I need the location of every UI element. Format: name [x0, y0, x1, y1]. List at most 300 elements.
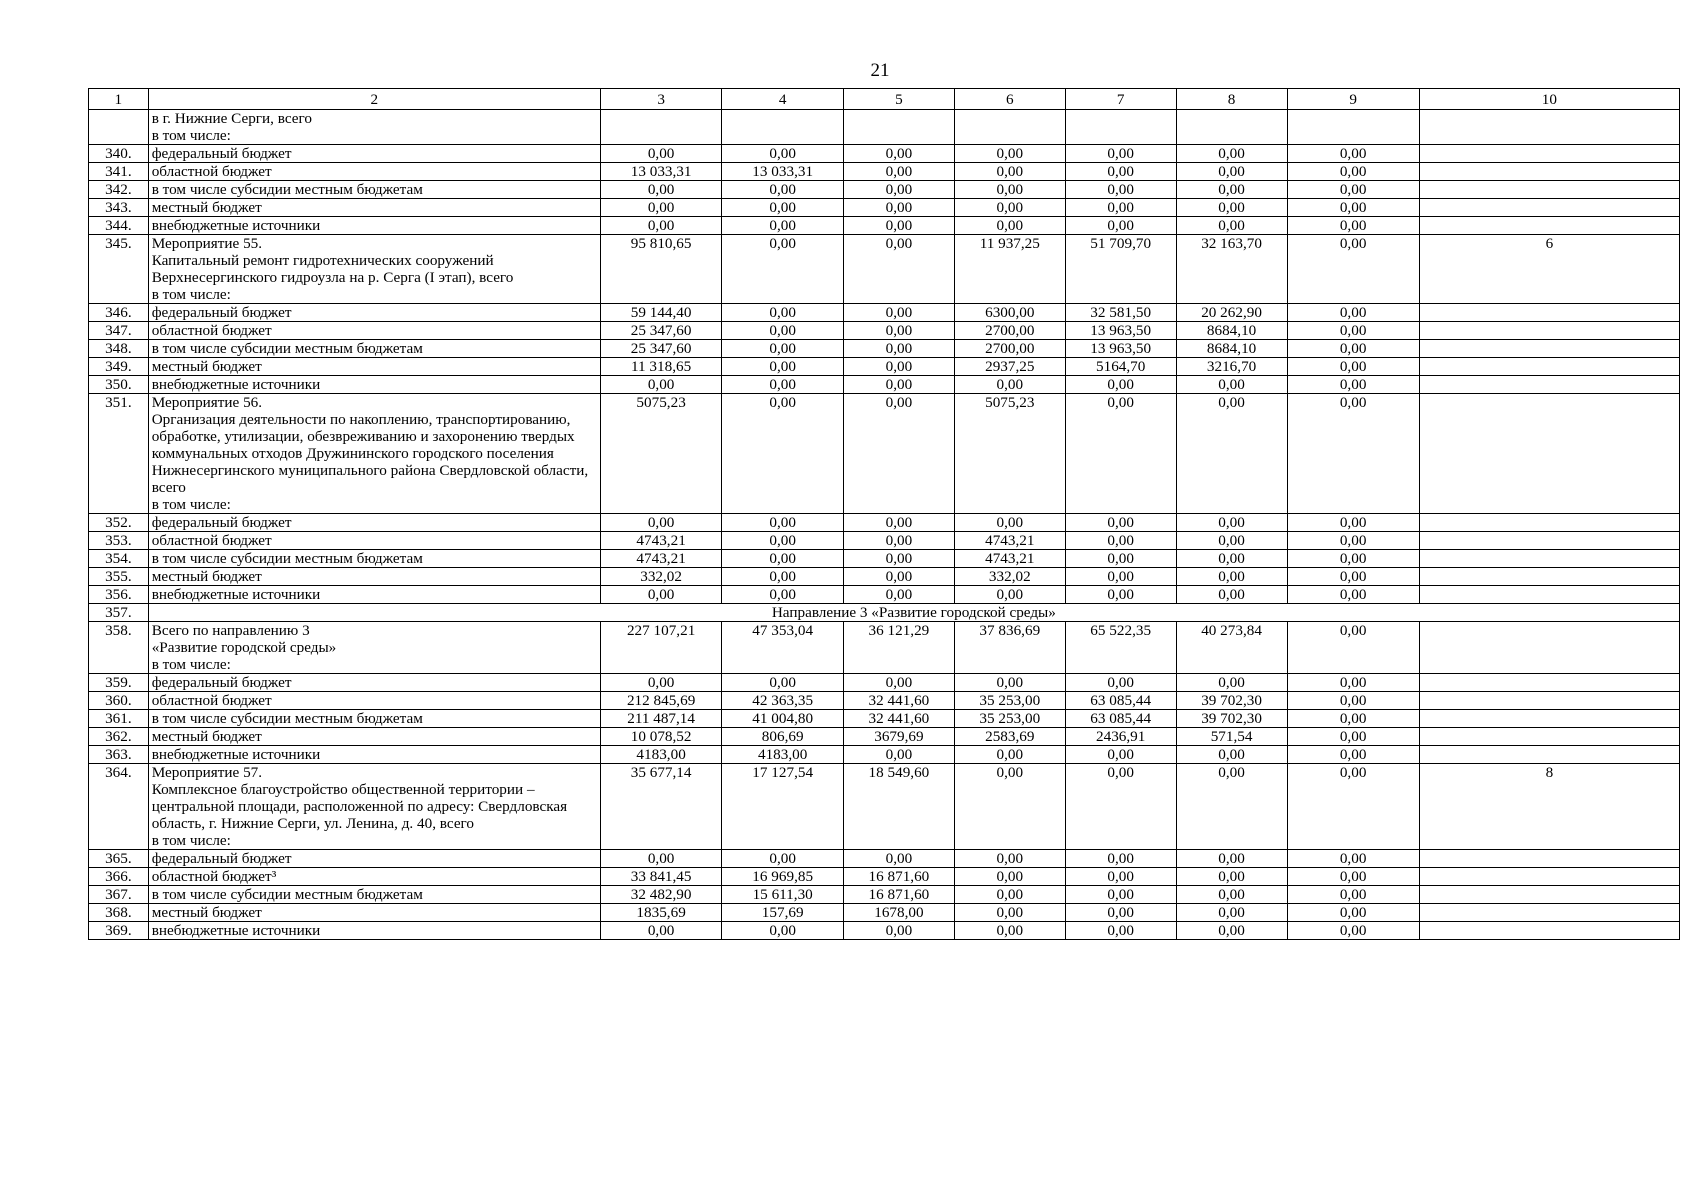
value-cell: 0,00	[722, 322, 844, 340]
value-cell: 0,00	[600, 217, 722, 235]
value-cell: 4743,21	[600, 550, 722, 568]
value-cell: 15 611,30	[722, 886, 844, 904]
value-cell: 0,00	[1176, 550, 1287, 568]
value-cell: 0,00	[843, 304, 954, 322]
value-cell: 0,00	[1287, 235, 1419, 304]
value-cell: 33 841,45	[600, 868, 722, 886]
note-cell	[1419, 199, 1679, 217]
value-cell: 25 347,60	[600, 322, 722, 340]
row-number: 344.	[89, 217, 149, 235]
value-cell: 0,00	[954, 922, 1065, 940]
value-cell: 8684,10	[1176, 322, 1287, 340]
row-number: 347.	[89, 322, 149, 340]
row-name: в том числе субсидии местным бюджетам	[148, 710, 600, 728]
value-cell: 0,00	[722, 532, 844, 550]
row-name: областной бюджет	[148, 163, 600, 181]
value-cell: 0,00	[722, 568, 844, 586]
value-cell: 0,00	[722, 376, 844, 394]
value-cell: 32 581,50	[1065, 304, 1176, 322]
value-cell: 39 702,30	[1176, 710, 1287, 728]
value-cell: 2436,91	[1065, 728, 1176, 746]
value-cell: 0,00	[1287, 622, 1419, 674]
row-name: в том числе субсидии местным бюджетам	[148, 181, 600, 199]
value-cell: 0,00	[1065, 850, 1176, 868]
value-cell: 0,00	[1176, 868, 1287, 886]
value-cell: 63 085,44	[1065, 692, 1176, 710]
value-cell: 0,00	[1065, 199, 1176, 217]
value-cell: 0,00	[1065, 568, 1176, 586]
row-number: 350.	[89, 376, 149, 394]
row-name: внебюджетные источники	[148, 746, 600, 764]
value-cell	[722, 110, 844, 145]
row-name: внебюджетные источники	[148, 376, 600, 394]
row-number: 353.	[89, 532, 149, 550]
row-number: 365.	[89, 850, 149, 868]
value-cell: 0,00	[600, 850, 722, 868]
value-cell: 0,00	[1287, 746, 1419, 764]
row-name: внебюджетные источники	[148, 217, 600, 235]
value-cell: 0,00	[1287, 358, 1419, 376]
value-cell: 0,00	[954, 145, 1065, 163]
value-cell: 35 253,00	[954, 710, 1065, 728]
value-cell: 571,54	[1176, 728, 1287, 746]
value-cell: 16 969,85	[722, 868, 844, 886]
note-cell	[1419, 181, 1679, 199]
value-cell: 25 347,60	[600, 340, 722, 358]
table-row	[89, 674, 1680, 692]
note-cell	[1419, 322, 1679, 340]
value-cell: 0,00	[1287, 514, 1419, 532]
value-cell: 0,00	[954, 850, 1065, 868]
value-cell: 36 121,29	[843, 622, 954, 674]
table-row	[89, 376, 1680, 394]
row-name: федеральный бюджет	[148, 674, 600, 692]
value-cell: 0,00	[1287, 692, 1419, 710]
column-header: 4	[722, 89, 844, 110]
value-cell: 5075,23	[600, 394, 722, 514]
note-cell	[1419, 710, 1679, 728]
value-cell: 10 078,52	[600, 728, 722, 746]
direction-title: Направление 3 «Развитие городской среды»	[148, 604, 1679, 622]
table-row	[89, 710, 1680, 728]
value-cell: 17 127,54	[722, 764, 844, 850]
value-cell: 0,00	[843, 217, 954, 235]
value-cell: 0,00	[954, 181, 1065, 199]
value-cell: 4743,21	[954, 550, 1065, 568]
note-cell	[1419, 850, 1679, 868]
value-cell: 0,00	[1065, 922, 1176, 940]
value-cell	[1176, 110, 1287, 145]
row-number: 369.	[89, 922, 149, 940]
value-cell: 0,00	[1287, 304, 1419, 322]
value-cell: 0,00	[1065, 586, 1176, 604]
row-name: Всего по направлению 3 «Развитие городской среды» в том числе:	[148, 622, 600, 674]
value-cell: 332,02	[600, 568, 722, 586]
row-number: 357.	[89, 604, 149, 622]
value-cell: 0,00	[1065, 163, 1176, 181]
value-cell: 0,00	[722, 674, 844, 692]
row-name: местный бюджет	[148, 904, 600, 922]
value-cell: 0,00	[954, 868, 1065, 886]
row-name: местный бюджет	[148, 568, 600, 586]
value-cell: 0,00	[1065, 868, 1176, 886]
value-cell: 0,00	[843, 394, 954, 514]
row-name: в том числе субсидии местным бюджетам	[148, 340, 600, 358]
column-header: 1	[89, 89, 149, 110]
value-cell: 0,00	[722, 235, 844, 304]
value-cell: 0,00	[600, 514, 722, 532]
value-cell: 0,00	[722, 340, 844, 358]
value-cell: 0,00	[1176, 514, 1287, 532]
row-name: областной бюджет	[148, 322, 600, 340]
table-row	[89, 235, 1680, 304]
value-cell: 0,00	[600, 922, 722, 940]
value-cell: 0,00	[1287, 163, 1419, 181]
row-number: 341.	[89, 163, 149, 181]
value-cell: 0,00	[1287, 217, 1419, 235]
value-cell: 0,00	[1287, 199, 1419, 217]
value-cell: 39 702,30	[1176, 692, 1287, 710]
value-cell: 227 107,21	[600, 622, 722, 674]
table-row	[89, 886, 1680, 904]
note-cell	[1419, 904, 1679, 922]
value-cell: 1835,69	[600, 904, 722, 922]
value-cell: 95 810,65	[600, 235, 722, 304]
value-cell: 0,00	[843, 514, 954, 532]
value-cell: 0,00	[1287, 904, 1419, 922]
row-number: 368.	[89, 904, 149, 922]
value-cell: 212 845,69	[600, 692, 722, 710]
row-name: областной бюджет³	[148, 868, 600, 886]
value-cell: 2700,00	[954, 340, 1065, 358]
table-row	[89, 746, 1680, 764]
note-cell	[1419, 886, 1679, 904]
row-name: федеральный бюджет	[148, 514, 600, 532]
table-row	[89, 868, 1680, 886]
row-name: местный бюджет	[148, 728, 600, 746]
value-cell	[843, 110, 954, 145]
row-number: 346.	[89, 304, 149, 322]
value-cell: 2583,69	[954, 728, 1065, 746]
value-cell: 0,00	[1176, 886, 1287, 904]
value-cell: 0,00	[843, 376, 954, 394]
value-cell: 332,02	[954, 568, 1065, 586]
value-cell: 0,00	[1287, 532, 1419, 550]
value-cell: 0,00	[1287, 886, 1419, 904]
value-cell: 0,00	[843, 532, 954, 550]
value-cell: 32 163,70	[1176, 235, 1287, 304]
value-cell: 32 482,90	[600, 886, 722, 904]
row-number: 355.	[89, 568, 149, 586]
value-cell: 0,00	[600, 199, 722, 217]
row-number: 351.	[89, 394, 149, 514]
value-cell: 0,00	[843, 145, 954, 163]
value-cell: 0,00	[1065, 886, 1176, 904]
column-header: 2	[148, 89, 600, 110]
page-number: 21	[870, 60, 890, 81]
row-name: областной бюджет	[148, 532, 600, 550]
row-number: 352.	[89, 514, 149, 532]
header-row	[89, 89, 1680, 110]
value-cell: 0,00	[1176, 904, 1287, 922]
note-cell	[1419, 514, 1679, 532]
row-name: федеральный бюджет	[148, 850, 600, 868]
column-header: 3	[600, 89, 722, 110]
table-row	[89, 304, 1680, 322]
note-cell	[1419, 532, 1679, 550]
value-cell: 0,00	[843, 181, 954, 199]
value-cell: 0,00	[843, 922, 954, 940]
value-cell: 13 963,50	[1065, 322, 1176, 340]
row-number: 363.	[89, 746, 149, 764]
value-cell: 0,00	[954, 217, 1065, 235]
value-cell: 0,00	[722, 304, 844, 322]
value-cell: 211 487,14	[600, 710, 722, 728]
value-cell: 0,00	[1176, 145, 1287, 163]
value-cell: 0,00	[1176, 532, 1287, 550]
row-name: федеральный бюджет	[148, 304, 600, 322]
value-cell: 0,00	[1065, 376, 1176, 394]
note-cell: 8	[1419, 764, 1679, 850]
row-number: 342.	[89, 181, 149, 199]
value-cell: 16 871,60	[843, 868, 954, 886]
value-cell: 13 033,31	[722, 163, 844, 181]
value-cell: 0,00	[1065, 394, 1176, 514]
value-cell: 0,00	[722, 550, 844, 568]
value-cell: 41 004,80	[722, 710, 844, 728]
row-number: 349.	[89, 358, 149, 376]
value-cell: 0,00	[1287, 674, 1419, 692]
row-name: местный бюджет	[148, 199, 600, 217]
table-row	[89, 199, 1680, 217]
value-cell: 0,00	[722, 217, 844, 235]
row-number: 348.	[89, 340, 149, 358]
value-cell: 3216,70	[1176, 358, 1287, 376]
value-cell: 20 262,90	[1176, 304, 1287, 322]
row-name: областной бюджет	[148, 692, 600, 710]
value-cell: 0,00	[1065, 746, 1176, 764]
value-cell: 0,00	[843, 358, 954, 376]
value-cell: 0,00	[1065, 674, 1176, 692]
table-row	[89, 586, 1680, 604]
value-cell: 0,00	[1176, 674, 1287, 692]
note-cell	[1419, 550, 1679, 568]
value-cell: 0,00	[1287, 850, 1419, 868]
value-cell: 0,00	[1287, 340, 1419, 358]
value-cell: 51 709,70	[1065, 235, 1176, 304]
row-number: 362.	[89, 728, 149, 746]
value-cell: 0,00	[722, 586, 844, 604]
note-cell	[1419, 163, 1679, 181]
value-cell: 0,00	[1065, 904, 1176, 922]
value-cell: 0,00	[722, 922, 844, 940]
value-cell: 35 677,14	[600, 764, 722, 850]
row-number: 358.	[89, 622, 149, 674]
value-cell: 0,00	[600, 145, 722, 163]
value-cell: 0,00	[954, 674, 1065, 692]
column-header: 10	[1419, 89, 1679, 110]
value-cell: 0,00	[1287, 322, 1419, 340]
value-cell: 0,00	[1065, 764, 1176, 850]
value-cell: 4743,21	[954, 532, 1065, 550]
value-cell: 0,00	[1176, 586, 1287, 604]
value-cell: 11 318,65	[600, 358, 722, 376]
value-cell: 11 937,25	[954, 235, 1065, 304]
value-cell: 6300,00	[954, 304, 1065, 322]
table-row	[89, 550, 1680, 568]
value-cell: 13 033,31	[600, 163, 722, 181]
value-cell: 0,00	[1287, 376, 1419, 394]
value-cell: 16 871,60	[843, 886, 954, 904]
value-cell: 37 836,69	[954, 622, 1065, 674]
note-cell	[1419, 568, 1679, 586]
table-row	[89, 728, 1680, 746]
table-row	[89, 163, 1680, 181]
table-row	[89, 358, 1680, 376]
value-cell: 47 353,04	[722, 622, 844, 674]
value-cell: 0,00	[600, 181, 722, 199]
table-row	[89, 568, 1680, 586]
value-cell: 5075,23	[954, 394, 1065, 514]
table-row	[89, 394, 1680, 514]
table-row	[89, 110, 1680, 145]
value-cell: 0,00	[1065, 550, 1176, 568]
value-cell: 0,00	[1176, 199, 1287, 217]
value-cell: 0,00	[843, 235, 954, 304]
value-cell: 0,00	[954, 163, 1065, 181]
row-name: Мероприятие 56. Организация деятельности по накоплению, транспортированию, обработке, утилизации, обезвреживанию и захоронению твердых коммунальных отходов Дружининского городского поселения Нижнесергинского муниципального района Свердловской области, всего в том числе:	[148, 394, 600, 514]
value-cell: 0,00	[1287, 586, 1419, 604]
value-cell: 63 085,44	[1065, 710, 1176, 728]
row-number: 343.	[89, 199, 149, 217]
value-cell: 0,00	[1287, 550, 1419, 568]
value-cell: 0,00	[722, 850, 844, 868]
value-cell: 32 441,60	[843, 692, 954, 710]
note-cell	[1419, 304, 1679, 322]
value-cell: 0,00	[1287, 728, 1419, 746]
table-row	[89, 322, 1680, 340]
value-cell: 157,69	[722, 904, 844, 922]
value-cell: 0,00	[1065, 145, 1176, 163]
value-cell: 65 522,35	[1065, 622, 1176, 674]
table-row	[89, 181, 1680, 199]
value-cell: 0,00	[954, 199, 1065, 217]
row-number: 354.	[89, 550, 149, 568]
value-cell: 0,00	[843, 550, 954, 568]
note-cell	[1419, 746, 1679, 764]
value-cell: 0,00	[843, 568, 954, 586]
value-cell: 0,00	[1176, 922, 1287, 940]
value-cell: 3679,69	[843, 728, 954, 746]
value-cell: 0,00	[1176, 568, 1287, 586]
value-cell: 0,00	[954, 886, 1065, 904]
table-row	[89, 145, 1680, 163]
note-cell	[1419, 922, 1679, 940]
value-cell	[600, 110, 722, 145]
table-row	[89, 904, 1680, 922]
value-cell: 0,00	[1176, 181, 1287, 199]
value-cell: 0,00	[600, 586, 722, 604]
value-cell: 32 441,60	[843, 710, 954, 728]
value-cell: 4183,00	[600, 746, 722, 764]
table-row	[89, 764, 1680, 850]
row-number: 345.	[89, 235, 149, 304]
row-name: в том числе субсидии местным бюджетам	[148, 886, 600, 904]
note-cell	[1419, 145, 1679, 163]
value-cell: 0,00	[1176, 376, 1287, 394]
note-cell: 6	[1419, 235, 1679, 304]
column-header: 6	[954, 89, 1065, 110]
value-cell: 0,00	[1287, 710, 1419, 728]
value-cell: 0,00	[1065, 181, 1176, 199]
value-cell	[1065, 110, 1176, 145]
value-cell: 0,00	[1287, 764, 1419, 850]
value-cell: 4743,21	[600, 532, 722, 550]
value-cell: 0,00	[1287, 394, 1419, 514]
note-cell	[1419, 376, 1679, 394]
value-cell: 0,00	[843, 746, 954, 764]
row-number: 361.	[89, 710, 149, 728]
note-cell	[1419, 217, 1679, 235]
value-cell: 5164,70	[1065, 358, 1176, 376]
value-cell: 0,00	[954, 764, 1065, 850]
table-row	[89, 340, 1680, 358]
value-cell: 0,00	[722, 181, 844, 199]
value-cell: 0,00	[954, 746, 1065, 764]
note-cell	[1419, 586, 1679, 604]
row-name: местный бюджет	[148, 358, 600, 376]
row-number: 356.	[89, 586, 149, 604]
value-cell	[954, 110, 1065, 145]
value-cell: 40 273,84	[1176, 622, 1287, 674]
table-row	[89, 850, 1680, 868]
value-cell: 0,00	[1287, 868, 1419, 886]
value-cell: 0,00	[954, 376, 1065, 394]
column-header: 7	[1065, 89, 1176, 110]
value-cell: 2937,25	[954, 358, 1065, 376]
value-cell: 0,00	[843, 586, 954, 604]
value-cell: 0,00	[843, 322, 954, 340]
note-cell	[1419, 358, 1679, 376]
note-cell	[1419, 394, 1679, 514]
value-cell: 0,00	[1287, 568, 1419, 586]
value-cell: 59 144,40	[600, 304, 722, 322]
row-number: 340.	[89, 145, 149, 163]
value-cell: 0,00	[600, 674, 722, 692]
value-cell: 4183,00	[722, 746, 844, 764]
column-header: 8	[1176, 89, 1287, 110]
row-number: 364.	[89, 764, 149, 850]
row-number: 359.	[89, 674, 149, 692]
value-cell: 0,00	[954, 514, 1065, 532]
row-name: Мероприятие 55. Капитальный ремонт гидротехнических сооружений Верхнесергинского гидроузла на р. Серга (I этап), всего в том числе:	[148, 235, 600, 304]
value-cell: 0,00	[1287, 922, 1419, 940]
value-cell: 42 363,35	[722, 692, 844, 710]
row-number	[89, 110, 149, 145]
value-cell: 0,00	[954, 904, 1065, 922]
note-cell	[1419, 868, 1679, 886]
note-cell	[1419, 692, 1679, 710]
value-cell: 0,00	[1176, 394, 1287, 514]
value-cell: 0,00	[722, 514, 844, 532]
value-cell: 8684,10	[1176, 340, 1287, 358]
value-cell: 1678,00	[843, 904, 954, 922]
row-name: Мероприятие 57. Комплексное благоустройство общественной территории – центральной площади, расположенной по адресу: Свердловская область, г. Нижние Серги, ул. Ленина, д. 40, всего в том числе:	[148, 764, 600, 850]
value-cell: 0,00	[722, 394, 844, 514]
value-cell: 0,00	[722, 199, 844, 217]
table-row	[89, 922, 1680, 940]
value-cell: 0,00	[843, 199, 954, 217]
